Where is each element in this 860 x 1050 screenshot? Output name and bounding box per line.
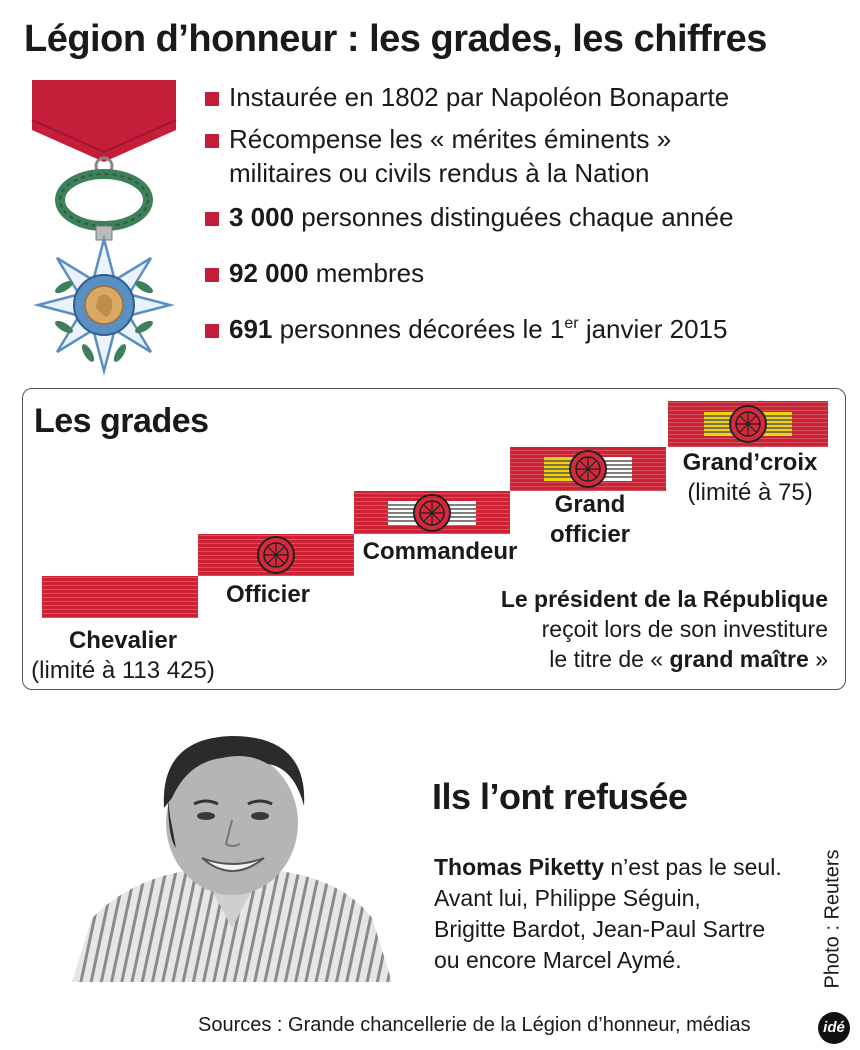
fact-item: 3 000 personnes distinguées chaque année	[205, 200, 734, 234]
fact-item: 92 000 membres	[205, 256, 424, 290]
grade-commandeur-label: Commandeur	[362, 538, 518, 565]
grand-officier-bar-icon	[544, 449, 632, 489]
grade-grand-officier-label: Grand officier	[549, 491, 630, 548]
photo-credit: Photo : Reuters	[821, 849, 844, 989]
commandeur-bar-icon	[388, 493, 476, 533]
bullet-square-icon	[205, 324, 219, 338]
fact-item: 691 personnes décorées le 1er janvier 2015	[205, 312, 727, 346]
rosette-icon	[256, 535, 296, 575]
ribbon-chevalier	[42, 576, 198, 618]
grades-title: Les grades	[34, 402, 209, 440]
fact-item: Récompense les « mérites éminents » militaires ou civils rendus à la Nation	[205, 122, 671, 190]
sources-note: Sources : Grande chancellerie de la Légion d’honneur, médias	[198, 1014, 751, 1036]
bullet-square-icon	[205, 134, 219, 148]
fact-item: Instaurée en 1802 par Napoléon Bonaparte	[205, 80, 729, 114]
legion-honneur-medal-icon	[24, 80, 184, 380]
page-title: Légion d’honneur : les grades, les chiffres	[24, 18, 767, 60]
bullet-square-icon	[205, 92, 219, 106]
grade-chevalier-label: Chevalier (limité à 113 425)	[31, 627, 215, 684]
portrait-photo	[72, 728, 392, 982]
refused-text: Thomas Piketty n’est pas le seul. Avant lui, Philippe Séguin, Brigitte Bardot, Jean-Paul Sartre ou encore Marcel Aymé.	[434, 854, 782, 973]
refused-title: Ils l’ont refusée	[432, 776, 688, 817]
grade-officier-label: Officier	[225, 581, 311, 608]
bullet-square-icon	[205, 212, 219, 226]
bullet-square-icon	[205, 268, 219, 282]
grand-croix-bar-icon	[704, 404, 792, 444]
grade-grand-croix-label: Grand’croix (limité à 75)	[682, 449, 818, 506]
president-note: Le président de la République reçoit lors de son investiture le titre de « grand maître »	[500, 586, 828, 672]
ide-logo: idé	[818, 1012, 850, 1044]
